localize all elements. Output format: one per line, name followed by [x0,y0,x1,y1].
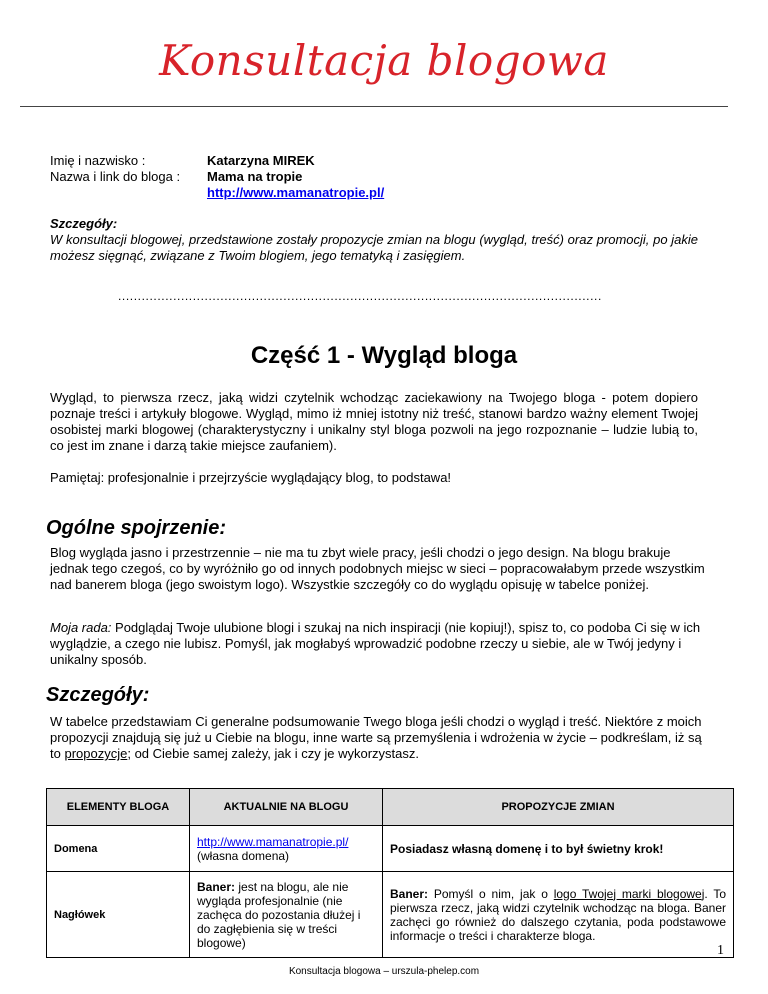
domain-note: (własna domena) [197,848,290,863]
specifics-underlined: propozycje [64,746,128,761]
header-proposals: PROPOZYCJE ZMIAN [383,789,734,826]
details-text: W konsultacji blogowej, przedstawione zostały propozycje zmian na blogu (wygląd, treść) oraz promocji, po jakie możesz sięgnąć, związane z Twoim blogiem, jego tematyką i zasięgiem. [50,232,698,263]
row-current [190,872,383,958]
header-elements: ELEMENTY BLOGA [47,789,190,826]
title-divider [20,106,728,107]
name-value: Katarzyna MIREK [207,153,315,168]
proposal-pre: Pomyśl o nim, jak o [428,886,554,901]
table-row [47,826,734,872]
advice-paragraph [50,620,710,668]
blog-name: Mama na tropie [207,169,303,184]
current-bold: Baner: [197,879,236,894]
advice-text: Podglądaj Twoje ulubione blogi i szukaj na nich inspiracji (nie kopiuj!), spisz to, co podoba Ci się w ich wyglądzie, a czego nie lubisz. Pomyśl, jak mogłabyś wprowadzić podobne rzeczy u siebie, ale w Twój jedyny i unikalny sposób. [50,620,701,667]
blog-summary-table [46,788,734,958]
document-title: Konsultacja blogowa [159,36,609,85]
proposal-bold: Baner: [390,886,429,901]
table-header-row [47,789,734,826]
spacer [50,185,207,201]
remember-note: Pamiętaj: profesjonalnie i przejrzyście wyglądający blog, to podstawa! [50,470,452,485]
section-intro: Wygląd, to pierwsza rzecz, jaką widzi czytelnik wchodząc zaciekawiony na Twojego bloga - potem dopiero poznaje treści i artykuły blogowe. Wygląd, mimo iż mniej istotny niż treść, stanowi bardzo ważny element Twojej osobistej marki blogowej (charakterystyczny i unikalny styl bloga pozwoli na jego rozpoznanie – ludzie lubią to, co jest im znane i darzą takie miejsce zaufaniem). [50,390,698,453]
details-heading: Szczegóły: [50,216,118,231]
client-info [50,153,384,201]
specifics-text-start: W tabelce przedstawiam Ci generalne podsumowanie Twego bloga jeśli chodzi o wygląd i treść. Niektóre z moich propozycji znajdują się już u Ciebie na blogu, inne warte są przemyślenia i wdrożenia w życie – podkreślam, iż są to [50,714,702,761]
proposal-underlined: logo Twojej marki blogowej [553,886,705,901]
specifics-text [50,714,710,762]
specifics-heading: Szczegóły: [46,684,150,706]
row-proposal: Posiadasz własną domenę i to był świetny krok! [383,826,734,872]
general-text: Blog wygląda jasno i przestrzennie – nie ma tu zbyt wiele pracy, jeśli chodzi o jego design. Na blogu brakuje jednak tego czegoś, co by wyróżniło go od innych podobnych miejsc w sieci – popracowałabym przede wszystkim nad banerem bloga (jego swoistym logo). Wszystkie szczegóły co do wyglądu opisuję w tabelce poniżej. [50,545,705,592]
general-heading: Ogólne spojrzenie: [46,517,227,539]
dotted-separator: ........................................................................................................................... [118,289,602,303]
name-label: Imię i nazwisko : [50,153,146,168]
table-row [47,872,734,958]
section-heading: Część 1 - Wygląd bloga [250,342,518,369]
advice-label: Moja rada: [50,620,112,635]
blog-url-link[interactable]: http://www.mamanatropie.pl/ [207,185,385,200]
header-current: AKTUALNIE NA BLOGU [190,789,383,826]
proposal-post: . To pierwsza rzecz, jaką widzi czytelnik wchodząc na bloga. Baner zachęci go również do dalszego czytania, poda podstawowe informacje o treści i charakterze bloga. [390,886,727,943]
row-element: Domena [47,826,190,872]
row-element: Nagłówek [47,872,190,958]
page-number: 1 [717,943,724,958]
domain-link[interactable]: http://www.mamanatropie.pl/ [197,834,349,849]
current-text: jest na blogu, ale nie wygląda profesjonalnie (nie zachęca do pozostania dłużej i do zagłębienia się w treści blogowe) [197,879,361,950]
row-current [190,826,383,872]
specifics-text-end: ; od Ciebie samej zależy, jak i czy je wykorzystasz. [127,746,419,761]
page-footer: Konsultacja blogowa – urszula-phelep.com [288,966,480,977]
row-proposal [383,872,734,958]
details-block [50,216,698,264]
blog-label: Nazwa i link do bloga : [50,169,181,184]
